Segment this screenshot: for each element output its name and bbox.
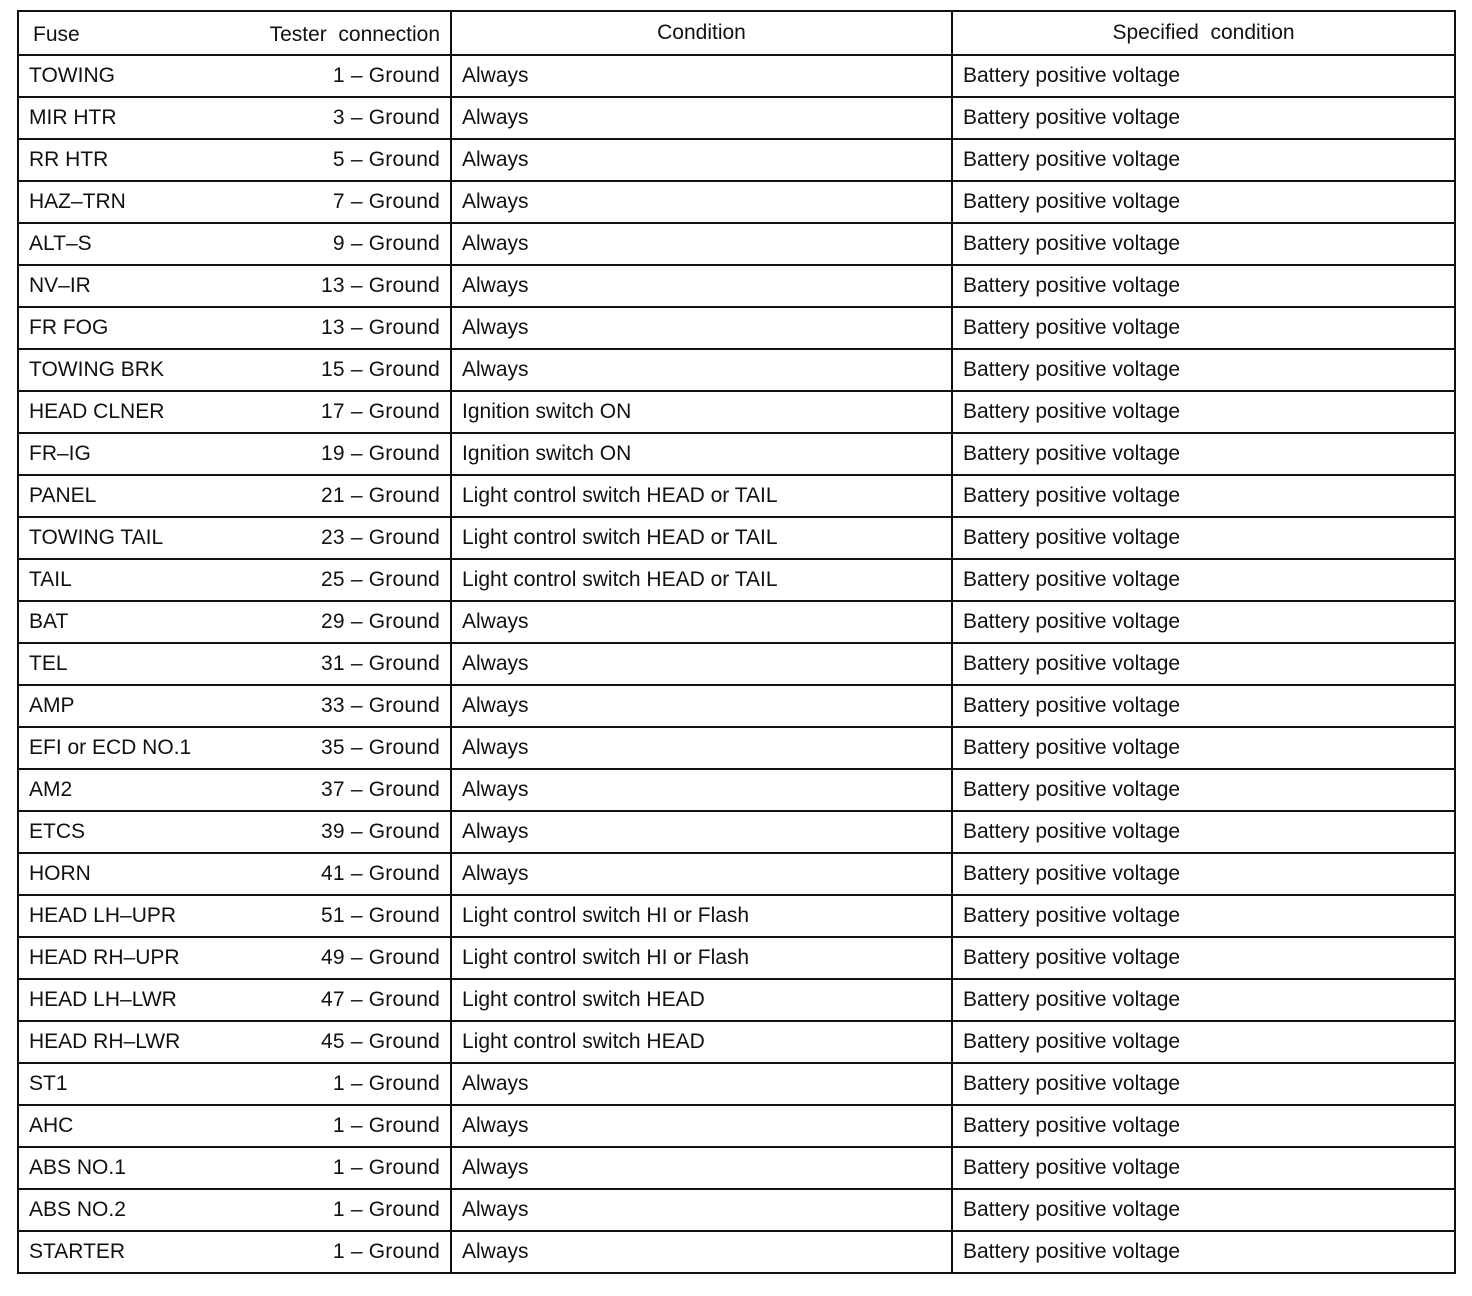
- fuse-name: HAZ–TRN: [29, 190, 126, 213]
- table-row: [18, 643, 1455, 685]
- tester-connection: 39 – Ground: [321, 820, 440, 843]
- condition-cell: Always: [451, 97, 952, 139]
- condition-cell: Always: [451, 1063, 952, 1105]
- table-row: [18, 1105, 1455, 1147]
- specified-condition-cell: Battery positive voltage: [952, 1105, 1455, 1147]
- tester-connection: 1 – Ground: [332, 1156, 440, 1179]
- condition-cell: Always: [451, 643, 952, 685]
- specified-condition-cell: Battery positive voltage: [952, 1147, 1455, 1189]
- specified-condition-cell: Battery positive voltage: [952, 811, 1455, 853]
- fuse-cell: [18, 1147, 451, 1189]
- fuse-cell: [18, 601, 451, 643]
- table-row: [18, 1189, 1455, 1231]
- fuse-cell: [18, 853, 451, 895]
- table-row: [18, 517, 1455, 559]
- condition-cell: Light control switch HI or Flash: [451, 937, 952, 979]
- tester-connection: 29 – Ground: [321, 610, 440, 633]
- fuse-cell: [18, 559, 451, 601]
- tester-connection: 31 – Ground: [321, 652, 440, 675]
- table-row: [18, 181, 1455, 223]
- fuse-name: ST1: [29, 1072, 68, 1095]
- fuse-cell: [18, 1189, 451, 1231]
- table-row: [18, 349, 1455, 391]
- header-fuse-cell: [18, 11, 451, 55]
- table-row: [18, 727, 1455, 769]
- specified-condition-cell: Battery positive voltage: [952, 1231, 1455, 1273]
- fuse-name: AHC: [29, 1114, 74, 1137]
- tester-connection: 9 – Ground: [332, 232, 440, 255]
- specified-condition-cell: Battery positive voltage: [952, 685, 1455, 727]
- table-row: [18, 937, 1455, 979]
- table-row: [18, 769, 1455, 811]
- table-row: [18, 1231, 1455, 1273]
- condition-cell: Always: [451, 139, 952, 181]
- fuse-name: HEAD RH–LWR: [29, 1030, 181, 1053]
- table-row: [18, 1063, 1455, 1105]
- condition-cell: Always: [451, 1189, 952, 1231]
- tester-connection: 1 – Ground: [332, 1114, 440, 1137]
- fuse-inspection-table: [17, 10, 1456, 1274]
- fuse-cell: [18, 223, 451, 265]
- table-row: [18, 895, 1455, 937]
- table-row: [18, 265, 1455, 307]
- fuse-name: RR HTR: [29, 148, 109, 171]
- specified-condition-cell: Battery positive voltage: [952, 1189, 1455, 1231]
- specified-condition-cell: Battery positive voltage: [952, 265, 1455, 307]
- specified-condition-cell: Battery positive voltage: [952, 727, 1455, 769]
- condition-cell: Light control switch HEAD or TAIL: [451, 517, 952, 559]
- condition-cell: Light control switch HEAD: [451, 1021, 952, 1063]
- table-body: [18, 55, 1455, 1273]
- tester-connection: 1 – Ground: [332, 1198, 440, 1221]
- condition-cell: Light control switch HI or Flash: [451, 895, 952, 937]
- fuse-cell: [18, 307, 451, 349]
- table-row: [18, 475, 1455, 517]
- table-row: [18, 601, 1455, 643]
- condition-cell: Always: [451, 55, 952, 97]
- fuse-cell: [18, 475, 451, 517]
- tester-connection: 33 – Ground: [321, 694, 440, 717]
- specified-condition-cell: Battery positive voltage: [952, 559, 1455, 601]
- table-row: [18, 979, 1455, 1021]
- fuse-name: EFI or ECD NO.1: [29, 736, 192, 759]
- condition-cell: Ignition switch ON: [451, 391, 952, 433]
- fuse-cell: [18, 643, 451, 685]
- fuse-cell: [18, 349, 451, 391]
- fuse-cell: [18, 1105, 451, 1147]
- specified-condition-cell: Battery positive voltage: [952, 853, 1455, 895]
- fuse-cell: [18, 979, 451, 1021]
- fuse-cell: [18, 895, 451, 937]
- fuse-name: FR–IG: [29, 442, 91, 465]
- tester-connection: 19 – Ground: [321, 442, 440, 465]
- fuse-name: TOWING: [29, 64, 115, 87]
- table-row: [18, 1021, 1455, 1063]
- tester-connection: 51 – Ground: [321, 904, 440, 927]
- fuse-cell: [18, 55, 451, 97]
- table-row: [18, 223, 1455, 265]
- specified-condition-cell: Battery positive voltage: [952, 475, 1455, 517]
- tester-connection: 25 – Ground: [321, 568, 440, 591]
- specified-condition-cell: Battery positive voltage: [952, 223, 1455, 265]
- tester-connection: 5 – Ground: [332, 148, 440, 171]
- tester-connection: 41 – Ground: [321, 862, 440, 885]
- tester-connection: 1 – Ground: [332, 1072, 440, 1095]
- tester-connection: 13 – Ground: [321, 274, 440, 297]
- condition-cell: Always: [451, 853, 952, 895]
- header-fuse: Fuse: [33, 23, 80, 46]
- specified-condition-cell: Battery positive voltage: [952, 769, 1455, 811]
- tester-connection: 7 – Ground: [332, 190, 440, 213]
- fuse-name: STARTER: [29, 1240, 126, 1263]
- tester-connection: 47 – Ground: [321, 988, 440, 1011]
- fuse-cell: [18, 1063, 451, 1105]
- table-row: [18, 811, 1455, 853]
- table-row: [18, 391, 1455, 433]
- condition-cell: Always: [451, 223, 952, 265]
- header-condition: Condition: [451, 11, 952, 55]
- tester-connection: 35 – Ground: [321, 736, 440, 759]
- fuse-name: HEAD LH–UPR: [29, 904, 177, 927]
- fuse-name: TEL: [29, 652, 68, 675]
- fuse-name: ALT–S: [29, 232, 92, 255]
- tester-connection: 45 – Ground: [321, 1030, 440, 1053]
- table-row: [18, 55, 1455, 97]
- fuse-cell: [18, 181, 451, 223]
- fuse-name: ABS NO.1: [29, 1156, 126, 1179]
- fuse-name: MIR HTR: [29, 106, 117, 129]
- specified-condition-cell: Battery positive voltage: [952, 391, 1455, 433]
- specified-condition-cell: Battery positive voltage: [952, 1063, 1455, 1105]
- tester-connection: 3 – Ground: [332, 106, 440, 129]
- specified-condition-cell: Battery positive voltage: [952, 55, 1455, 97]
- condition-cell: Always: [451, 181, 952, 223]
- fuse-name: TOWING BRK: [29, 358, 164, 381]
- header-row: [18, 11, 1455, 55]
- specified-condition-cell: Battery positive voltage: [952, 181, 1455, 223]
- specified-condition-cell: Battery positive voltage: [952, 349, 1455, 391]
- specified-condition-cell: Battery positive voltage: [952, 139, 1455, 181]
- fuse-name: FR FOG: [29, 316, 109, 339]
- specified-condition-cell: Battery positive voltage: [952, 517, 1455, 559]
- fuse-cell: [18, 727, 451, 769]
- tester-connection: 17 – Ground: [321, 400, 440, 423]
- fuse-name: PANEL: [29, 484, 97, 507]
- table-row: [18, 559, 1455, 601]
- condition-cell: Light control switch HEAD or TAIL: [451, 559, 952, 601]
- tester-connection: 1 – Ground: [332, 64, 440, 87]
- condition-cell: Always: [451, 265, 952, 307]
- specified-condition-cell: Battery positive voltage: [952, 895, 1455, 937]
- specified-condition-cell: Battery positive voltage: [952, 979, 1455, 1021]
- specified-condition-cell: Battery positive voltage: [952, 937, 1455, 979]
- fuse-name: HEAD CLNER: [29, 400, 165, 423]
- specified-condition-cell: Battery positive voltage: [952, 1021, 1455, 1063]
- condition-cell: Always: [451, 811, 952, 853]
- fuse-cell: [18, 1231, 451, 1273]
- header-tester-connection: Tester connection: [269, 23, 440, 46]
- condition-cell: Light control switch HEAD: [451, 979, 952, 1021]
- specified-condition-cell: Battery positive voltage: [952, 601, 1455, 643]
- specified-condition-cell: Battery positive voltage: [952, 307, 1455, 349]
- tester-connection: 15 – Ground: [321, 358, 440, 381]
- fuse-name: AMP: [29, 694, 75, 717]
- tester-connection: 13 – Ground: [321, 316, 440, 339]
- specified-condition-cell: Battery positive voltage: [952, 433, 1455, 475]
- condition-cell: Always: [451, 727, 952, 769]
- fuse-inspection-table-container: [17, 10, 1454, 1287]
- tester-connection: 1 – Ground: [332, 1240, 440, 1263]
- condition-cell: Always: [451, 307, 952, 349]
- condition-cell: Light control switch HEAD or TAIL: [451, 475, 952, 517]
- condition-cell: Always: [451, 1105, 952, 1147]
- condition-cell: Always: [451, 601, 952, 643]
- fuse-cell: [18, 97, 451, 139]
- table-row: [18, 685, 1455, 727]
- table-row: [18, 433, 1455, 475]
- fuse-cell: [18, 937, 451, 979]
- fuse-name: HEAD RH–UPR: [29, 946, 180, 969]
- table-header: [18, 11, 1455, 55]
- fuse-name: BAT: [29, 610, 69, 633]
- tester-connection: 37 – Ground: [321, 778, 440, 801]
- fuse-cell: [18, 433, 451, 475]
- condition-cell: Always: [451, 769, 952, 811]
- fuse-cell: [18, 139, 451, 181]
- specified-condition-cell: Battery positive voltage: [952, 643, 1455, 685]
- specified-condition-cell: Battery positive voltage: [952, 97, 1455, 139]
- fuse-name: NV–IR: [29, 274, 91, 297]
- fuse-name: ETCS: [29, 820, 86, 843]
- fuse-cell: [18, 391, 451, 433]
- fuse-cell: [18, 265, 451, 307]
- fuse-name: HORN: [29, 862, 91, 885]
- condition-cell: Always: [451, 1231, 952, 1273]
- table-row: [18, 307, 1455, 349]
- fuse-name: AM2: [29, 778, 73, 801]
- tester-connection: 21 – Ground: [321, 484, 440, 507]
- fuse-cell: [18, 517, 451, 559]
- fuse-name: HEAD LH–LWR: [29, 988, 177, 1011]
- fuse-cell: [18, 1021, 451, 1063]
- header-specified-condition: Specified condition: [952, 11, 1455, 55]
- table-row: [18, 97, 1455, 139]
- tester-connection: 49 – Ground: [321, 946, 440, 969]
- fuse-cell: [18, 811, 451, 853]
- condition-cell: Always: [451, 349, 952, 391]
- condition-cell: Ignition switch ON: [451, 433, 952, 475]
- condition-cell: Always: [451, 1147, 952, 1189]
- table-row: [18, 853, 1455, 895]
- fuse-cell: [18, 685, 451, 727]
- fuse-cell: [18, 769, 451, 811]
- fuse-name: TOWING TAIL: [29, 526, 164, 549]
- fuse-name: TAIL: [29, 568, 72, 591]
- fuse-name: ABS NO.2: [29, 1198, 126, 1221]
- condition-cell: Always: [451, 685, 952, 727]
- table-row: [18, 139, 1455, 181]
- table-row: [18, 1147, 1455, 1189]
- tester-connection: 23 – Ground: [321, 526, 440, 549]
